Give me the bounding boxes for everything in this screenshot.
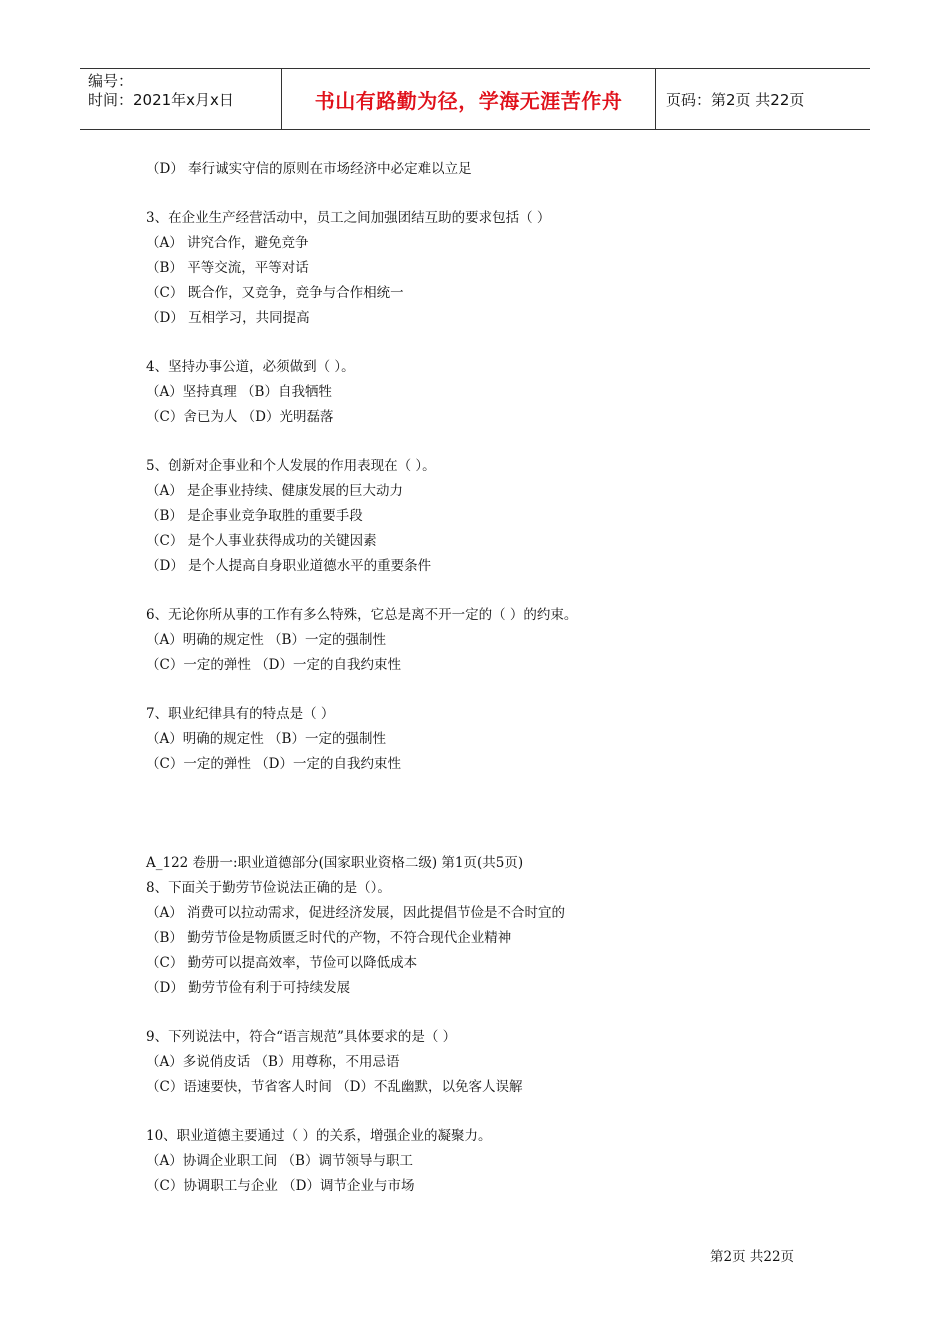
option-line: （B） 是企事业竞争取胜的重要手段 xyxy=(146,508,363,524)
question-stem: 9、下列说法中，符合“语言规范”具体要求的是（ ） xyxy=(146,1029,457,1045)
question-block xyxy=(146,702,806,777)
doc-number-label: 编号： xyxy=(88,72,134,90)
option-line: （D） 勤劳节俭有利于可持续发展 xyxy=(146,980,351,996)
option-line: （A）明确的规定性 （B）一定的强制性 xyxy=(146,632,386,648)
option-line: （A） 消费可以拉动需求，促进经济发展，因此提倡节俭是不合时宜的 xyxy=(146,905,566,921)
question-block xyxy=(146,603,806,678)
question-stem: 6、无论你所从事的工作有多么特殊，它总是离不开一定的（ ）的约束。 xyxy=(146,607,578,623)
question-block xyxy=(146,206,806,331)
doc-time-label: 时间：2021年x月x日 xyxy=(88,91,234,109)
option-line: （A） 是企事业持续、健康发展的巨大动力 xyxy=(146,483,404,499)
question-block xyxy=(146,876,806,1001)
option-line: （C） 既合作，又竞争，竞争与合作相统一 xyxy=(146,285,404,301)
option-line: （A）坚持真理 （B）自我牺牲 xyxy=(146,384,332,400)
header-meta xyxy=(80,69,282,129)
option-line: （C）协调职工与企业 （D）调节企业与市场 xyxy=(146,1178,415,1194)
question-block xyxy=(146,454,806,579)
question-stem: 5、创新对企事业和个人发展的作用表现在（ ）。 xyxy=(146,458,436,474)
question-stem: 10、职业道德主要通过（ ）的关系，增强企业的凝聚力。 xyxy=(146,1128,492,1144)
option-line: （A） 讲究合作，避免竞争 xyxy=(146,235,309,251)
question-block xyxy=(146,355,806,430)
option-line: （C） 是个人事业获得成功的关键因素 xyxy=(146,533,377,549)
option-line: （C）一定的弹性 （D）一定的自我约束性 xyxy=(146,756,401,772)
question-block xyxy=(146,1124,806,1199)
option-line: （B） 平等交流，平等对话 xyxy=(146,260,309,276)
option-line: （A）明确的规定性 （B）一定的强制性 xyxy=(146,731,386,747)
option-line: （D） 奉行诚实守信的原则在市场经济中必定难以立足 xyxy=(146,161,472,177)
option-line: （B） 勤劳节俭是物质匮乏时代的产物，不符合现代企业精神 xyxy=(146,930,512,946)
question-stem: 4、坚持办事公道，必须做到（ ）。 xyxy=(146,359,355,375)
question-stem: 7、职业纪律具有的特点是（ ） xyxy=(146,706,335,722)
question-stem: 3、在企业生产经营活动中，员工之间加强团结互助的要求包括（ ） xyxy=(146,210,551,226)
document-body xyxy=(146,157,806,1199)
option-line: （C）舍已为人 （D）光明磊落 xyxy=(146,409,334,425)
question-block xyxy=(146,1025,806,1100)
option-line: （D） 是个人提高自身职业道德水平的重要条件 xyxy=(146,558,432,574)
question-stem: 8、下面关于勤劳节俭说法正确的是（）。 xyxy=(146,880,391,896)
option-line: （A）协调企业职工间 （B）调节领导与职工 xyxy=(146,1153,413,1169)
option-line: （C）一定的弹性 （D）一定的自我约束性 xyxy=(146,657,401,673)
option-line: （A）多说俏皮话 （B）用尊称，不用忌语 xyxy=(146,1054,400,1070)
header-motto: 书山有路勤为径，学海无涯苦作舟 xyxy=(282,69,656,129)
exam-reference: A_122 卷册一:职业道德部分(国家职业资格二级) 第1页(共5页) xyxy=(146,855,524,871)
header-page-info: 页码：第2页 共22页 xyxy=(666,90,805,109)
page-header xyxy=(80,68,870,130)
page-footer: 第2页 共22页 xyxy=(710,1249,795,1265)
option-line: （C）语速要快，节省客人时间 （D）不乱幽默，以免客人误解 xyxy=(146,1079,523,1095)
option-line: （C） 勤劳可以提高效率，节俭可以降低成本 xyxy=(146,955,418,971)
option-line: （D） 互相学习，共同提高 xyxy=(146,310,310,326)
